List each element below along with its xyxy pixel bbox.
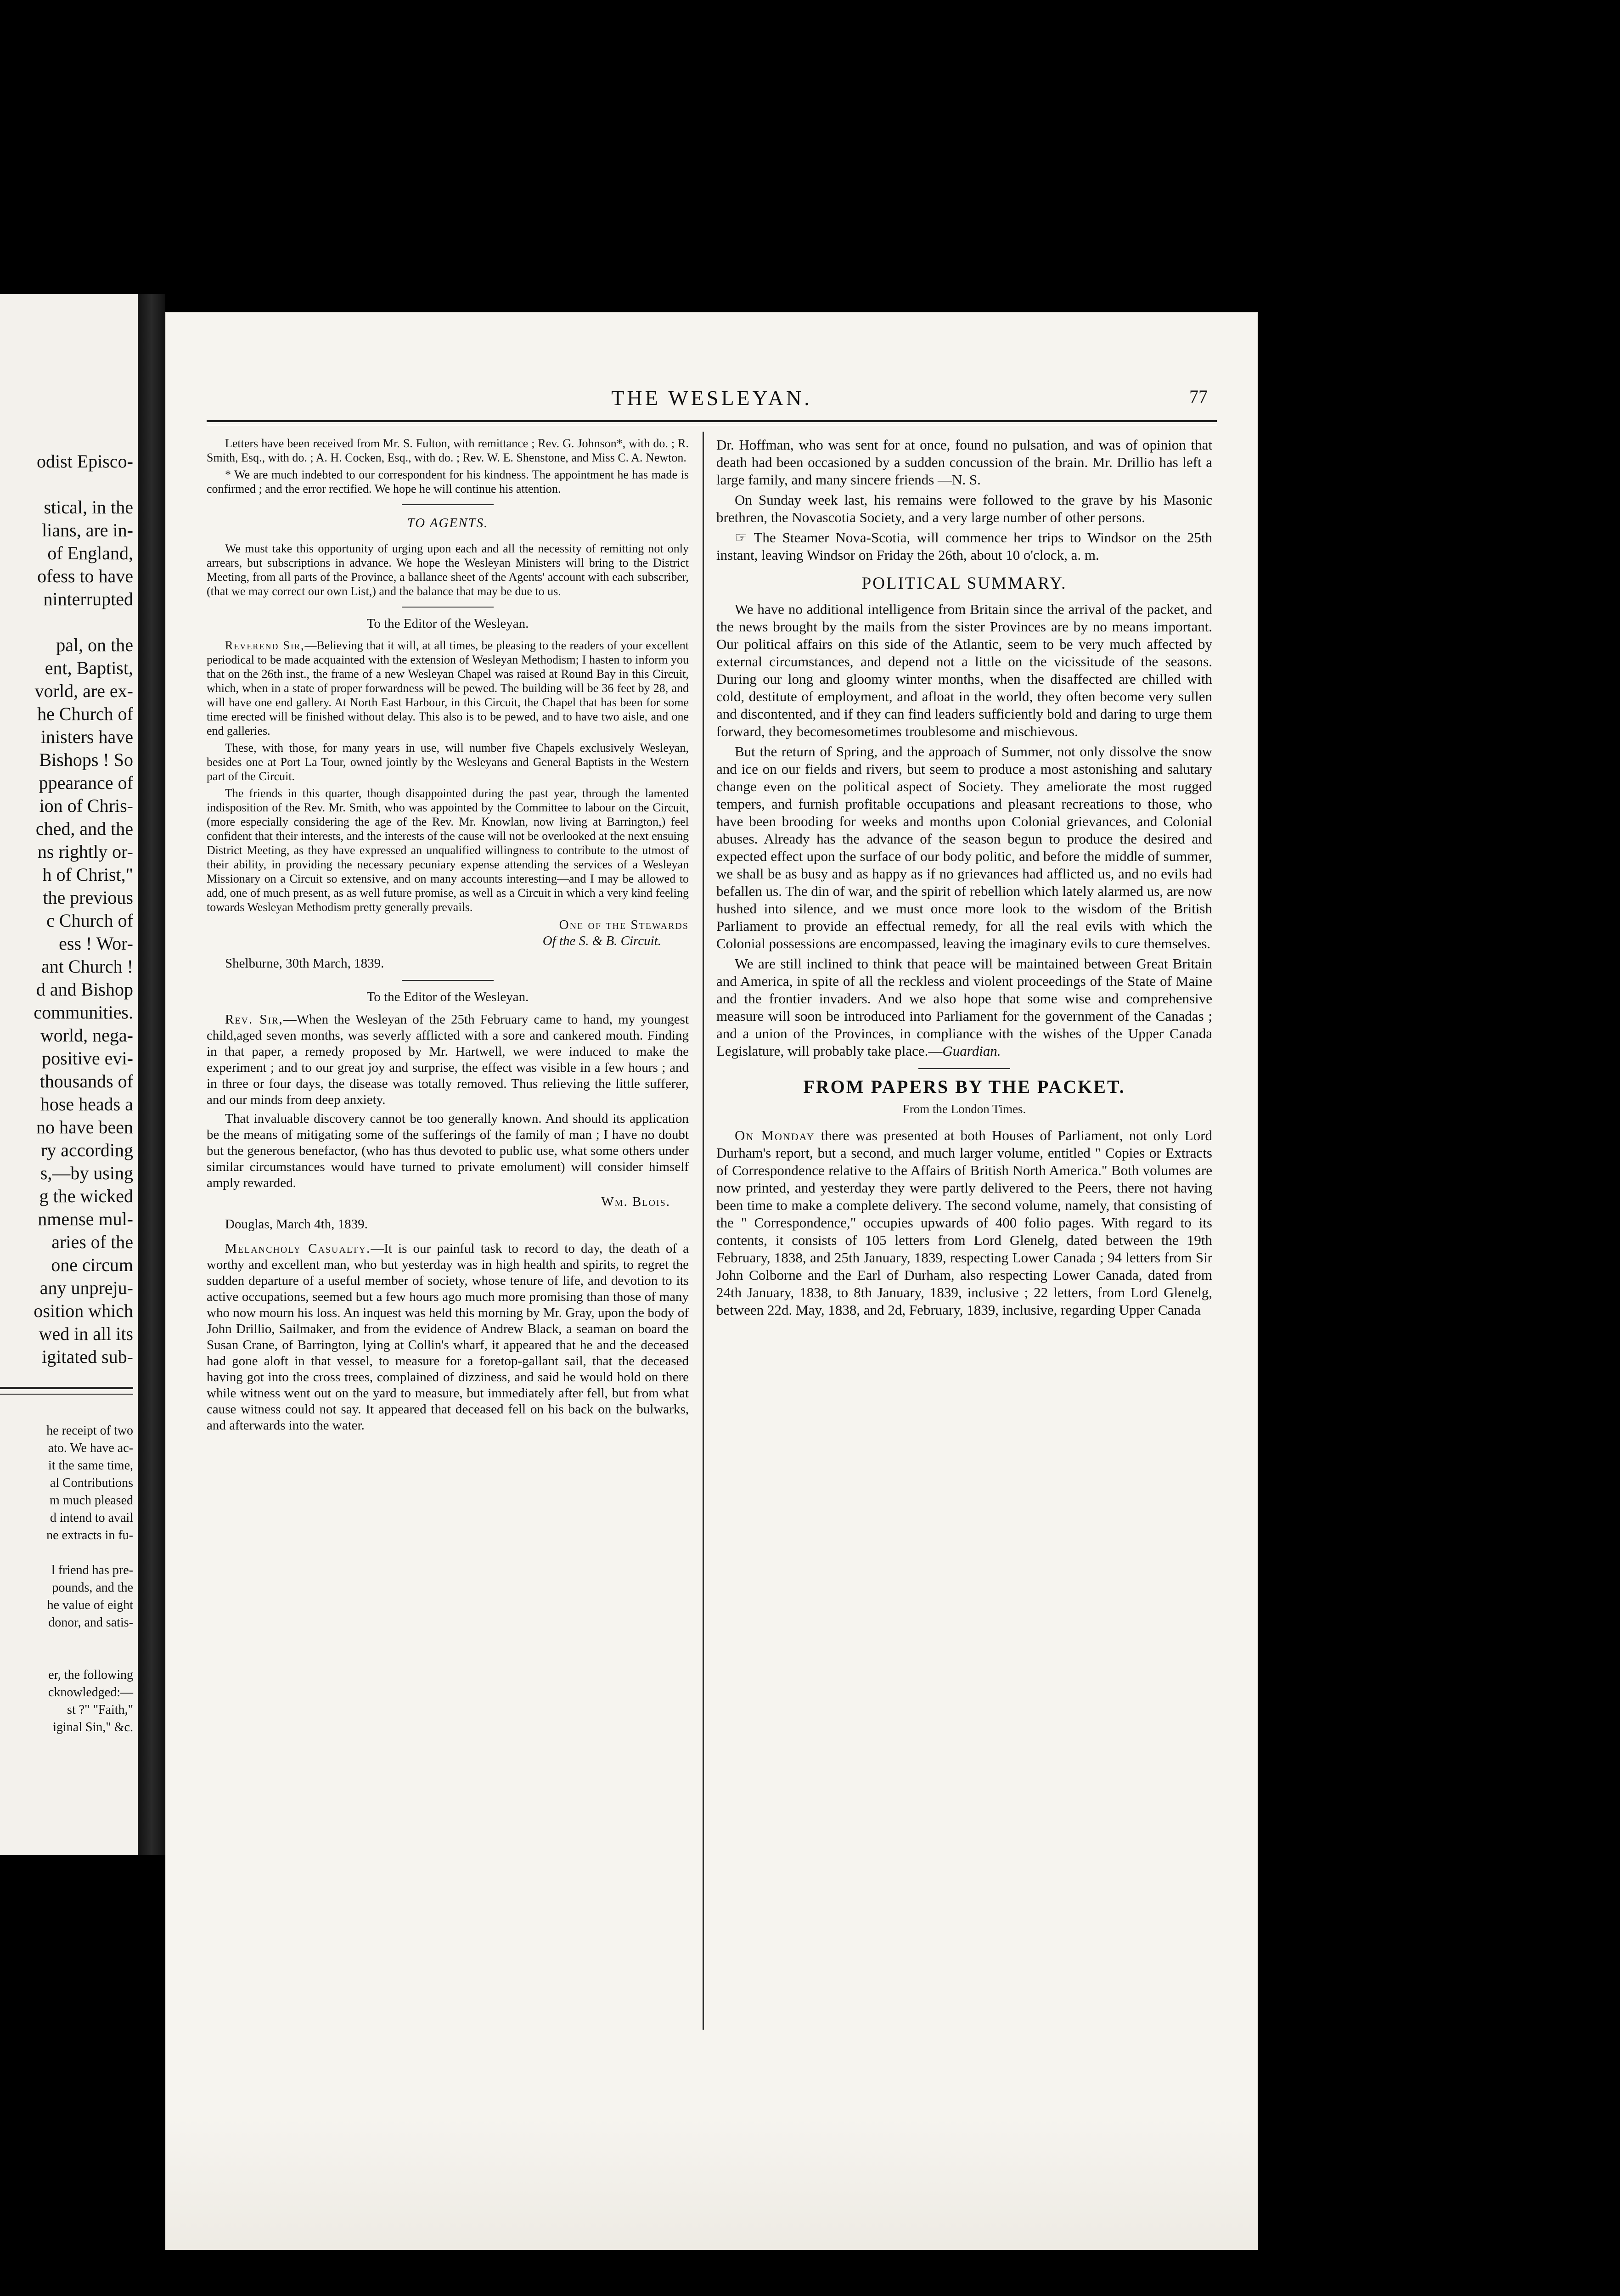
running-header: [165, 386, 1258, 418]
adjacent-page-line: ant Church !: [41, 956, 133, 977]
political-text: We are still inclined to think that peace will be maintained between Great Britain and America, in spite of all the reckless and violent proceedings of the State of Maine and the frontier invaders. And we also hope that some wise and comprehensive measure will soon be introduced into Parliament for the government of the Canadas ; and a union of the Provinces, in compliance with the wishes of the Upper Canada Legislature, will probably take place.—: [716, 956, 1212, 1059]
casualty-body: —It is our painful task to record to day, the death of a worthy and excellent man, who but yesterday was in high health and spirits, to regret the sudden departure of a useful member of society, whose tenure of life, and devotion to its active occupations, seemed but a few hours ago much more promising than those of many who now mourn his loss. An inquest was held this morning by Mr. Gray, upon the body of John Drillio, Sailmaker, and from the evidence of Andrew Black, a seaman on board the Susan Crane, of Barrington, lying at Collin's wharf, it appeared that he and the deceased had gone aloft in that vessel, to measure for a foretop-gallant sail, that the deceased having got into the cross trees, complained of dizziness, and said he would hold on there while witness went out on the yard to measure, but immediately after fell, but from what cause witness could not say. It appeared that deceased fell on his back on the bulwarks, and afterwards into the water.: [207, 1241, 689, 1433]
adjacent-page-line: wed in all its: [39, 1323, 133, 1344]
letter-paragraph: These, with those, for many years in use, will number five Chapels exclusively Wesleyan, besides one at Port La Tour, owned jointly by the Wesleyans and General Baptists in the Western part of the Circuit.: [207, 741, 689, 783]
adjacent-page-line: it the same time,: [48, 1458, 133, 1473]
section-divider: [402, 607, 494, 608]
adjacent-page-line: no have been: [36, 1117, 133, 1137]
political-paragraph: [716, 955, 1212, 1060]
adjacent-page-line: [0, 473, 133, 496]
adjacent-page-line: nmense mul-: [38, 1209, 133, 1229]
agents-notice: We must take this opportunity of urging upon each and all the necessity of remitting not only arrears, but subscriptions in advance. We hope the Wesleyan Ministers will bring to the District Meeting, from all parts of the Province, a ballance sheet of the Agents' account with each subscriber, (that we may correct our own List,) and the balance that may be due to us.: [207, 542, 689, 598]
adjacent-page-line: al Contributions: [50, 1476, 133, 1490]
adjacent-page-line: ato. We have ac-: [48, 1441, 133, 1455]
newspaper-page: [165, 312, 1258, 2250]
letter-dateline: Shelburne, 30th March, 1839.: [225, 956, 384, 971]
adjacent-page-line: positive evi-: [42, 1048, 133, 1069]
right-column: [716, 436, 1212, 1322]
adjacent-page-line: er, the following: [48, 1668, 133, 1682]
political-source: Guardian.: [942, 1043, 1001, 1059]
adjacent-page-line: ent, Baptist,: [45, 658, 133, 678]
adjacent-page-line: iginal Sin," &c.: [53, 1720, 133, 1734]
letter-dateline: Douglas, March 4th, 1839.: [225, 1217, 368, 1232]
adjacent-page-line: st ?" "Faith,": [67, 1703, 133, 1717]
adjacent-page-line: odist Episco-: [37, 451, 133, 472]
adjacent-page-line: of England,: [47, 543, 133, 563]
letters-received-notice: Letters have been received from Mr. S. Fulton, with remittance ; Rev. G. Johnson*, with do. ; R. Smith, Esq., with do. ; A. H. Cocken, Esq., with do. ; Rev. W. E. Shenstone, and Miss C. A. Newton.: [207, 437, 689, 464]
funeral-notice: On Sunday week last, his remains were followed to the grave by his Masonic brethren, the Novascotia Society, and a very large number of other persons.: [716, 492, 1212, 525]
letter-paragraph: [207, 638, 689, 738]
adjacent-page-line: d and Bishop: [36, 979, 133, 1000]
adjacent-page-line: ofess to have: [37, 566, 133, 586]
adjacent-page-line: s,—by using: [40, 1163, 133, 1183]
book-gutter: [138, 294, 165, 1855]
letter-heading: To the Editor of the Wesleyan.: [366, 616, 529, 631]
adjacent-page-line: [0, 1632, 133, 1649]
letter-paragraph: [207, 1012, 689, 1108]
casualty-paragraph: [207, 1241, 689, 1434]
adjacent-page-line: he Church of: [37, 703, 133, 724]
packet-heading: FROM PAPERS BY THE PACKET.: [803, 1076, 1125, 1097]
adjacent-page-line: [0, 611, 133, 634]
adjacent-page-line: osition which: [34, 1300, 133, 1321]
adjacent-page-line: he value of eight: [47, 1598, 133, 1612]
column-divider: [703, 432, 704, 2030]
adjacent-page-line: he receipt of two: [46, 1424, 133, 1438]
adjacent-page-line: ns rightly or-: [37, 841, 133, 862]
adjacent-page-line: world, nega-: [40, 1025, 133, 1046]
letter-paragraph: That invaluable discovery cannot be too generally known. And should its application be the means of mitigating some of the sufferings of the family of man ; I have no doubt but the generous benefactor, (who has thus devoted to public use, what some others under similar circumstances would have turned to private emolument) will consider himself amply rewarded.: [207, 1111, 689, 1190]
letter-signature: Wm. Blois.: [601, 1194, 670, 1209]
casualty-continuation: Dr. Hoffman, who was sent for at once, found no pulsation, and was of opinion that death had been occasioned by a sudden concussion of the brain. Mr. Drillio has left a large family, and many sincere friends —N. S.: [716, 437, 1212, 488]
adjacent-page-line: l friend has pre-: [51, 1563, 133, 1577]
adjacent-page-line: inisters have: [40, 726, 133, 747]
agents-heading: TO AGENTS.: [407, 516, 489, 530]
page-number: 77: [1189, 386, 1208, 407]
letter-signature: One of the Stewards: [559, 917, 689, 932]
adjacent-page-line: the previous: [43, 887, 133, 908]
section-divider: [402, 504, 494, 505]
adjacent-page-line: g the wicked: [39, 1186, 133, 1206]
adjacent-page-line: h of Christ,": [42, 864, 133, 885]
casualty-heading: Melancholy Casualty.: [225, 1241, 371, 1256]
packet-source: From the London Times.: [902, 1102, 1026, 1116]
adjacent-page-rule: [0, 1387, 133, 1395]
adjacent-page-line: ched, and the: [35, 818, 133, 839]
adjacent-page-line: hose heads a: [40, 1094, 133, 1114]
packet-opening: On Monday: [735, 1127, 815, 1143]
adjacent-page-line: pounds, and the: [52, 1581, 133, 1595]
adjacent-page-line: donor, and satis-: [48, 1615, 133, 1630]
letter-body: —Believing that it will, at all times, be pleasing to the readers of your excellent periodical to be made acquainted with the extension of Wesleyan Methodism; I hasten to inform you that on the 26th inst., the frame of a new Wesleyan Chapel was raised at Round Bay in this Circuit, which, when in a state of proper forwardness will be pewed. The building will be 36 feet by 28, and will have one end gallery. At North East Harbour, in this Circuit, the Chapel that has been for some time erected will be finished without delay. This also is to be pewed, and to have two aisle, and one end galleries.: [207, 639, 689, 737]
section-divider: [918, 1068, 1010, 1069]
adjacent-page-line: c Church of: [46, 910, 133, 931]
adjacent-page-line: thousands of: [39, 1071, 133, 1092]
masthead-title: THE WESLEYAN.: [611, 386, 812, 410]
letter-salutation: Reverend Sir,: [225, 639, 305, 652]
adjacent-page-line: ess ! Wor-: [59, 933, 133, 954]
correspondent-note: * We are much indebted to our correspondent for his kindness. The appointment he has made is confirmed ; and the error rectified. We hope he will continue his attention.: [207, 468, 689, 495]
packet-paragraph: [716, 1127, 1212, 1319]
page-bottom-margin: [165, 2112, 1258, 2250]
adjacent-page-line: [0, 1649, 133, 1666]
adjacent-page-line: aries of the: [51, 1232, 133, 1252]
adjacent-page-line: stical, in the: [44, 497, 133, 518]
adjacent-page-line: pal, on the: [56, 635, 133, 655]
adjacent-page-line: igitated sub-: [42, 1346, 133, 1367]
adjacent-page-line: ninterrupted: [43, 589, 133, 609]
adjacent-page-line: d intend to avail: [50, 1511, 133, 1525]
adjacent-page-line: one circum: [51, 1255, 133, 1275]
letter-heading: To the Editor of the Wesleyan.: [366, 990, 529, 1004]
adjacent-page-line: ry according: [40, 1140, 133, 1160]
adjacent-page-line: ne extracts in fu-: [46, 1528, 133, 1542]
adjacent-page-line: lians, are in-: [42, 520, 133, 540]
adjacent-page-line: m much pleased: [50, 1493, 133, 1508]
packet-body: there was presented at both Houses of Parliament, not only Lord Durham's report, but a second, and much larger volume, entitled " Copies or Extracts of Correspondence relative to the Affairs of British North America." Both volumes are now printed, and yesterday they were partly delivered to the Peers, there not having been time to make a complete delivery. The second volume, namely, that consisting of the " Correspondence," occupies upwards of 400 folio pages. With regard to its contents, it consists of 105 letters from Lord Glenelg, dated between the 19th February, 1838, and 25th January, 1839, respecting Lower Canada ; 94 letters from Sir John Colborne and the Earl of Durham, also respecting Lower Canada, dated from 24th January, 1838, to 8th January, 1839, inclusive ; 22 letters, from Lord Glenelg, between 22d. May, 1838, and 2d, February, 1839, inclusive, regarding Upper Canada: [716, 1127, 1212, 1318]
adjacent-page-text: [0, 450, 133, 1736]
adjacent-page-line: any unpreju-: [39, 1277, 133, 1298]
letter-salutation: Rev. Sir,: [225, 1012, 283, 1027]
political-paragraph: We have no additional intelligence from Britain since the arrival of the packet, and the news brought by the mails from the sister Provinces are by no means important. Our political affairs on this side of the Atlantic, seem to be very much affected by external circumstances, and depend not a little on the vicissitude of the seasons. During our long and gloomy winter months, when the disaffected are chilled with cold, destitute of employment, and afloat in the world, they often become very sullen and discontented, and if they can find leaders sufficiently bold and daring to urge them forward, they becomesometimes troublesome and mischievous.: [716, 601, 1212, 739]
adjacent-page-line: communities.: [34, 1002, 133, 1023]
steamer-notice: ☞ The Steamer Nova-Scotia, will commence her trips to Windsor on the 25th instant, leaving Windsor on Friday the 26th, about 10 o'clock, a. m.: [716, 529, 1212, 563]
adjacent-page-line: cknowledged:—: [48, 1685, 133, 1699]
letter-signature-circuit: Of the S. & B. Circuit.: [542, 934, 661, 948]
adjacent-page-line: [0, 1544, 133, 1562]
section-divider: [402, 980, 494, 981]
political-summary-heading: POLITICAL SUMMARY.: [861, 574, 1067, 593]
political-paragraph: But the return of Spring, and the approach of Summer, not only dissolve the snow and ice on our fields and rivers, but seem to produce a most astonishing and salutary change even on the political aspect of Society. They ameliorate the most rugged tempers, and furnish profitable occupations and pleasant recreations to those, who have been brooding for weeks and months upon Colonial grievances, and Colonial abuses. Already has the advance of the season begun to produce the desired and expected effect upon the surface of our body politic, and before the middle of summer, we shall be as busy and as happy as if no grievances had afflicted us, and no evils had befallen us. The din of war, and the spirit of rebellion which lately alarmed us, are now hushed into silence, and we must once more look to the wisdom of the British Parliament to provide an effectual remedy, for all the real evils with which the Colonial possessions are encompassed, leaving the imaginary evils to cure themselves.: [716, 743, 1212, 951]
header-rule: [207, 420, 1217, 422]
adjacent-page-fragment: [0, 294, 138, 1855]
left-column: [207, 436, 689, 1436]
letter-paragraph: The friends in this quarter, though disappointed during the past year, through the lamented indisposition of the Rev. Mr. Smith, who was appointed by the Committee to labour on the Circuit, (more especially considering the age of the Rev. Mr. Knowlan, now living at Barrington,) feel confident that their interests, and the interests of the cause will not be overlooked at the next ensuing District Meeting, as they have expressed an unqualified willingness to contribute to the utmost of their ability, in providing the necessary pecuniary expense attending the services of a Wesleyan Missionary on a Circuit so extensive, and on many accounts interesting—and I may be allowed to add, one of much present, as as well future promise, as well as a Circuit in which a very kind feeling towards Wesleyan Methodism pretty generally prevails.: [207, 787, 689, 914]
letter-body: —When the Wesleyan of the 25th February came to hand, my youngest child,aged seven months, was severly afflicted with a sore and cankered mouth. Finding in that paper, a remedy proposed by Mr. Hartwell, we were induced to make the experiment ; and to our great joy and surprise, the effect was visible in a few hours ; and in three or four days, the disease was totally removed. Thus relieving the little sufferer, and our minds from deep anxiety.: [207, 1012, 689, 1107]
adjacent-page-line: ion of Chris-: [39, 795, 133, 816]
adjacent-page-line: Bishops ! So: [39, 749, 133, 770]
adjacent-page-line: vorld, are ex-: [34, 681, 133, 701]
adjacent-page-line: ppearance of: [39, 772, 133, 793]
